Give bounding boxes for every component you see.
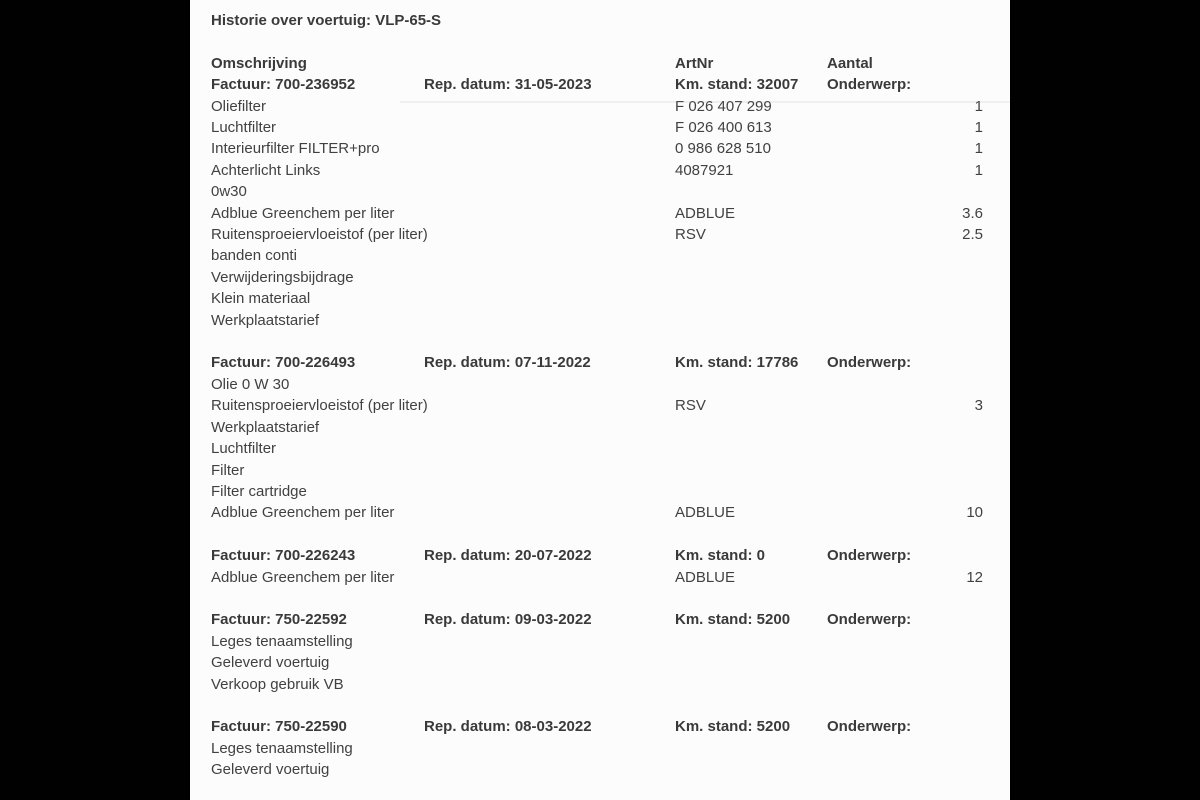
item-aantal: 3: [974, 397, 983, 415]
item-artnr: 0 986 628 510: [675, 140, 771, 158]
item-omschrijving: Klein materiaal: [211, 290, 311, 308]
item-spacer: [424, 395, 675, 416]
item-omschrijving: Olie 0 W 30: [211, 375, 290, 393]
item-spacer: [424, 267, 675, 288]
invoice-section: [211, 716, 1010, 780]
factuur-label: Factuur: 700-236952: [211, 76, 356, 94]
item-row: [211, 160, 1010, 181]
item-artnr: [675, 181, 827, 202]
item-omschrijving: banden conti: [211, 247, 297, 265]
rep-datum-label: Rep. datum: 09-03-2022: [424, 611, 592, 629]
item-omschrijving: Geleverd voertuig: [211, 761, 330, 779]
item-aantal-cell: [827, 96, 983, 117]
invoice-section: [211, 609, 1010, 695]
item-spacer: [424, 438, 675, 459]
document-page: [190, 0, 1010, 800]
invoice-items: [211, 738, 1010, 781]
item-aantal-cell: [827, 460, 983, 481]
item-aantal-cell: [827, 374, 983, 395]
item-spacer: [424, 245, 675, 266]
invoice-section: [211, 352, 1010, 523]
item-aantal-cell: [827, 267, 983, 288]
item-artnr: [675, 652, 827, 673]
item-omschrijving: Adblue Greenchem per liter: [211, 504, 395, 522]
item-omschrijving: Leges tenaamstelling: [211, 632, 353, 650]
item-omschrijving: Verkoop gebruik VB: [211, 675, 344, 693]
item-row: [211, 502, 1010, 523]
invoice-section: [211, 545, 1010, 588]
column-header-artnr: ArtNr: [675, 54, 714, 72]
item-omschrijving: Luchtfilter: [211, 119, 277, 137]
item-row: [211, 759, 1010, 780]
item-spacer: [424, 567, 675, 588]
factuur-label: Factuur: 700-226243: [211, 547, 356, 565]
invoice-items: [211, 96, 1010, 331]
km-stand-label: Km. stand: 17786: [675, 354, 799, 372]
item-artnr: [675, 674, 827, 695]
item-artnr: F 026 407 299: [675, 97, 772, 115]
rep-datum-label: Rep. datum: 08-03-2022: [424, 718, 592, 736]
item-aantal-cell: [827, 138, 983, 159]
item-row: [211, 395, 1010, 416]
left-black-bar: [0, 0, 190, 800]
item-row: [211, 460, 1010, 481]
item-artnr: [675, 417, 827, 438]
factuur-label: Factuur: 750-22590: [211, 718, 347, 736]
item-artnr: [675, 310, 827, 331]
item-row: [211, 267, 1010, 288]
item-row: [211, 138, 1010, 159]
invoice-header-row: [211, 74, 1010, 95]
invoice-header-row: [211, 545, 1010, 566]
onderwerp-label: Onderwerp:: [827, 718, 912, 736]
item-row: [211, 96, 1010, 117]
item-artnr: [675, 460, 827, 481]
item-spacer: [424, 288, 675, 309]
item-artnr: ADBLUE: [675, 568, 736, 586]
invoice-header-row: [211, 609, 1010, 630]
item-omschrijving: Werkplaatstarief: [211, 311, 320, 329]
invoice-items: [211, 567, 1010, 588]
invoice-header-row: [211, 716, 1010, 737]
item-omschrijving: Luchtfilter: [211, 440, 277, 458]
km-stand-label: Km. stand: 32007: [675, 76, 799, 94]
item-artnr: ADBLUE: [675, 504, 736, 522]
item-spacer: [424, 310, 675, 331]
item-spacer: [424, 759, 675, 780]
item-spacer: [424, 203, 675, 224]
item-aantal-cell: [827, 117, 983, 138]
item-artnr: RSV: [675, 226, 706, 244]
item-row: [211, 417, 1010, 438]
item-artnr: [675, 481, 827, 502]
item-omschrijving: Ruitensproeiervloeistof (per liter): [211, 226, 428, 244]
km-stand-label: Km. stand: 5200: [675, 718, 791, 736]
item-aantal-cell: [827, 224, 983, 245]
item-artnr: [675, 288, 827, 309]
column-header-aantal: Aantal: [827, 54, 873, 72]
item-spacer: [424, 117, 675, 138]
km-stand-label: Km. stand: 5200: [675, 611, 791, 629]
item-artnr: [675, 245, 827, 266]
item-artnr: [675, 374, 827, 395]
item-row: [211, 652, 1010, 673]
rep-datum-label: Rep. datum: 07-11-2022: [424, 354, 591, 372]
item-aantal-cell: [827, 245, 983, 266]
item-aantal: 1: [974, 97, 983, 115]
item-omschrijving: Werkplaatstarief: [211, 418, 320, 436]
item-omschrijving: Verwijderingsbijdrage: [211, 268, 354, 286]
item-aantal-cell: [827, 738, 983, 759]
factuur-label: Factuur: 700-226493: [211, 354, 356, 372]
item-omschrijving: Filter: [211, 461, 245, 479]
item-omschrijving: Leges tenaamstelling: [211, 739, 353, 757]
item-omschrijving: Geleverd voertuig: [211, 654, 330, 672]
document-content: [190, 0, 1010, 781]
item-spacer: [424, 631, 675, 652]
item-row: [211, 203, 1010, 224]
column-header-row: [211, 53, 1010, 74]
item-spacer: [424, 417, 675, 438]
item-artnr: [675, 759, 827, 780]
item-spacer: [424, 96, 675, 117]
item-omschrijving: Oliefilter: [211, 97, 267, 115]
item-aantal-cell: [827, 288, 983, 309]
item-artnr: [675, 738, 827, 759]
item-row: [211, 117, 1010, 138]
item-omschrijving: Adblue Greenchem per liter: [211, 568, 395, 586]
item-artnr: ADBLUE: [675, 204, 736, 222]
item-aantal: 1: [974, 161, 983, 179]
scan-artifact: [400, 101, 1010, 103]
invoice-header-row: [211, 352, 1010, 373]
item-row: [211, 481, 1010, 502]
item-aantal: 2.5: [962, 226, 983, 244]
item-row: [211, 674, 1010, 695]
item-aantal-cell: [827, 674, 983, 695]
item-omschrijving: Achterlicht Links: [211, 161, 321, 179]
item-aantal: 12: [966, 568, 983, 586]
item-aantal-cell: [827, 631, 983, 652]
item-aantal: 1: [974, 119, 983, 137]
item-row: [211, 738, 1010, 759]
item-row: [211, 567, 1010, 588]
item-aantal-cell: [827, 759, 983, 780]
item-spacer: [424, 181, 675, 202]
item-row: [211, 310, 1010, 331]
item-row: [211, 631, 1010, 652]
onderwerp-label: Onderwerp:: [827, 611, 912, 629]
item-omschrijving: Filter cartridge: [211, 482, 307, 500]
item-artnr: [675, 438, 827, 459]
item-omschrijving: 0w30: [211, 183, 247, 201]
item-aantal-cell: [827, 160, 983, 181]
right-black-bar: [1010, 0, 1200, 800]
item-spacer: [424, 160, 675, 181]
item-spacer: [424, 738, 675, 759]
onderwerp-label: Onderwerp:: [827, 547, 912, 565]
item-aantal-cell: [827, 203, 983, 224]
rep-datum-label: Rep. datum: 31-05-2023: [424, 76, 592, 94]
invoice-sections: [211, 74, 1010, 780]
item-aantal-cell: [827, 502, 983, 523]
item-spacer: [424, 460, 675, 481]
onderwerp-label: Onderwerp:: [827, 76, 912, 94]
item-aantal: 1: [974, 140, 983, 158]
item-spacer: [424, 374, 675, 395]
item-row: [211, 245, 1010, 266]
column-header-omschrijving: Omschrijving: [211, 54, 307, 72]
invoice-section: [211, 74, 1010, 331]
item-omschrijving: Interieurfilter FILTER+pro: [211, 140, 380, 158]
item-omschrijving: Ruitensproeiervloeistof (per liter): [211, 397, 428, 415]
item-aantal-cell: [827, 438, 983, 459]
item-aantal-cell: [827, 417, 983, 438]
item-artnr: 4087921: [675, 161, 734, 179]
item-aantal-cell: [827, 310, 983, 331]
item-row: [211, 438, 1010, 459]
item-aantal: 10: [966, 504, 983, 522]
item-spacer: [424, 652, 675, 673]
item-spacer: [424, 224, 675, 245]
rep-datum-label: Rep. datum: 20-07-2022: [424, 547, 592, 565]
item-aantal-cell: [827, 652, 983, 673]
item-aantal-cell: [827, 181, 983, 202]
item-spacer: [424, 674, 675, 695]
item-row: [211, 181, 1010, 202]
item-row: [211, 224, 1010, 245]
km-stand-label: Km. stand: 0: [675, 547, 766, 565]
invoice-items: [211, 374, 1010, 524]
item-row: [211, 374, 1010, 395]
item-artnr: [675, 267, 827, 288]
item-spacer: [424, 502, 675, 523]
item-omschrijving: Adblue Greenchem per liter: [211, 204, 395, 222]
item-spacer: [424, 138, 675, 159]
onderwerp-label: Onderwerp:: [827, 354, 912, 372]
item-aantal-cell: [827, 481, 983, 502]
item-aantal: 3.6: [962, 204, 983, 222]
column-header-spacer: [424, 53, 675, 74]
item-artnr: [675, 631, 827, 652]
factuur-label: Factuur: 750-22592: [211, 611, 347, 629]
item-artnr: F 026 400 613: [675, 119, 772, 137]
invoice-items: [211, 631, 1010, 695]
page-title: Historie over voertuig: VLP-65-S: [211, 12, 442, 29]
item-aantal-cell: [827, 395, 983, 416]
item-artnr: RSV: [675, 397, 706, 415]
item-aantal-cell: [827, 567, 983, 588]
item-row: [211, 288, 1010, 309]
item-spacer: [424, 481, 675, 502]
